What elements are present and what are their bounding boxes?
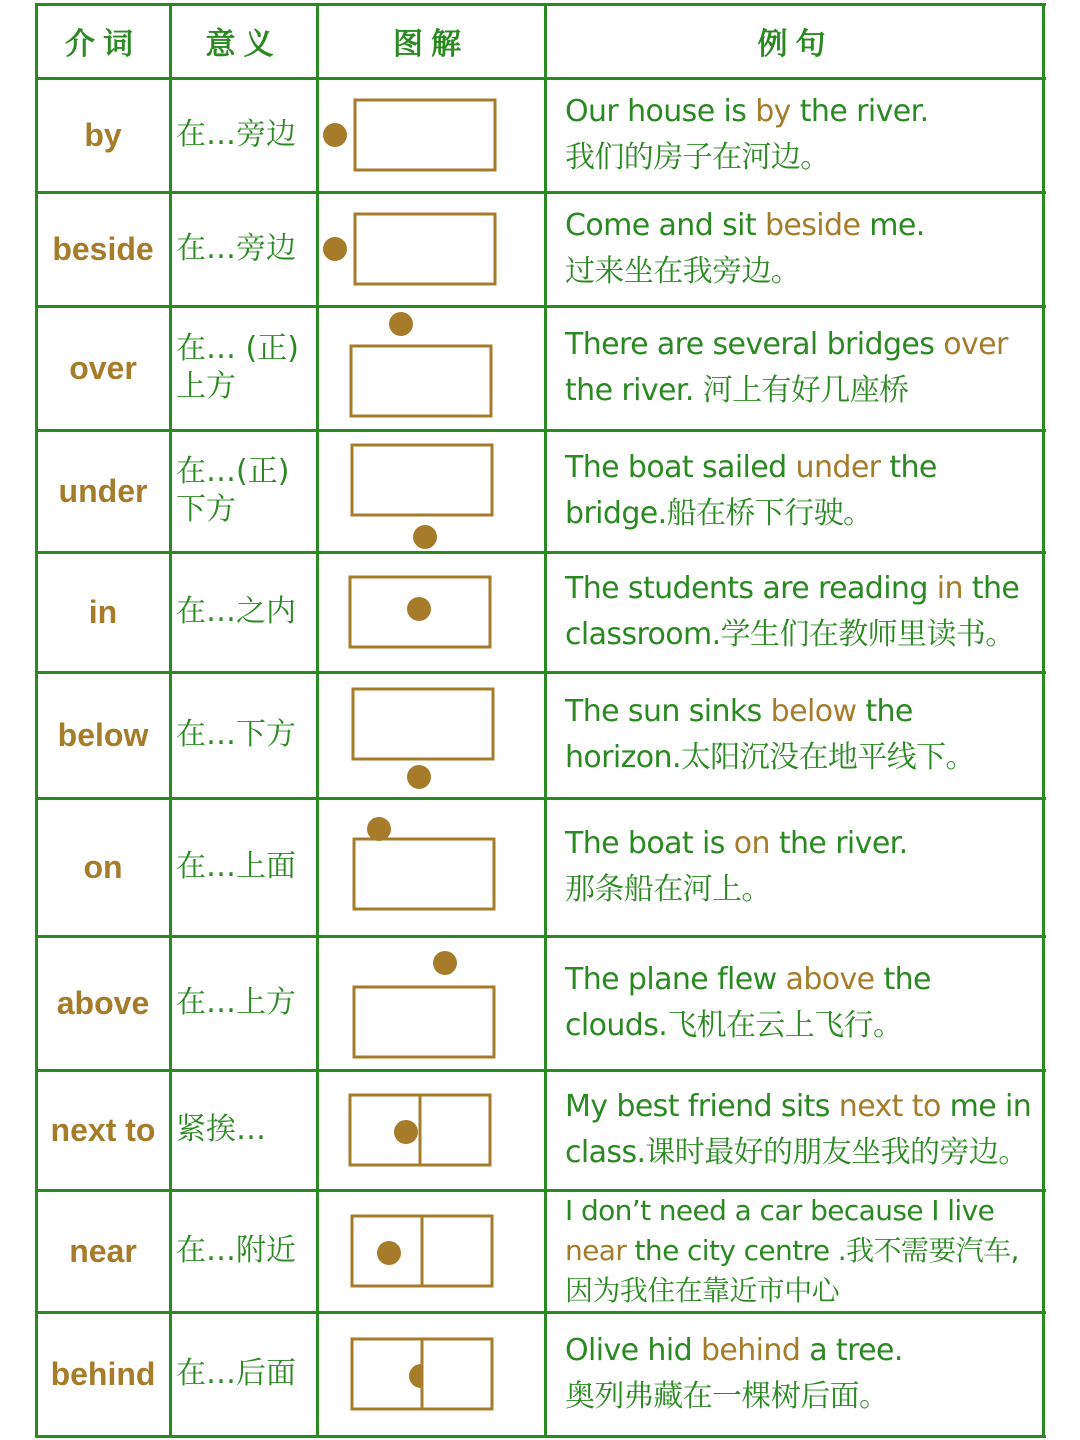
table-row [36, 430, 1046, 552]
preposition-meaning: 在… (正) 上方 [176, 331, 299, 404]
example-sentence [545, 192, 1046, 306]
diagram-dot [367, 817, 391, 841]
header-diagram: 图解 [393, 27, 469, 62]
row-divider [35, 191, 1046, 194]
example-translation: 过来坐在我旁边。 [565, 254, 801, 289]
example-text: me in [940, 1089, 1032, 1124]
example-text: There are several bridges [565, 327, 944, 362]
example-line-1 [565, 1084, 1031, 1130]
table-row [36, 1070, 1046, 1190]
diagram-svg [317, 1190, 545, 1312]
row-divider [35, 671, 1046, 674]
diagram-svg [317, 936, 545, 1070]
table-row [36, 798, 1046, 936]
preposition-word: below [57, 716, 149, 753]
row-divider [35, 1435, 1046, 1438]
header-example: 例句 [757, 27, 834, 62]
example-sentence [545, 78, 1046, 192]
diagram-dot [323, 123, 347, 147]
preposition-word: on [83, 848, 123, 885]
diagram-box [354, 839, 494, 909]
preposition-word: beside [52, 230, 154, 267]
table-row [36, 192, 1046, 306]
row-divider [35, 3, 1046, 6]
position-diagram [317, 1070, 545, 1190]
example-line-1 [565, 203, 925, 249]
example-line-1 [565, 821, 908, 867]
diagram-svg [317, 78, 545, 192]
example-highlight: beside [764, 208, 861, 243]
example-highlight: in [936, 571, 963, 606]
preposition-meaning: 在…下方 [176, 717, 296, 752]
row-divider [35, 1069, 1046, 1072]
example-translation: the river. 河上有好几座桥 [565, 373, 909, 408]
diagram-box [354, 987, 494, 1057]
example-line-1 [565, 445, 937, 491]
preposition-word: under [58, 472, 148, 509]
example-highlight: under [795, 450, 881, 485]
row-divider [35, 429, 1046, 432]
diagram-svg [317, 798, 545, 936]
example-text: the river. [769, 826, 908, 861]
diagram-dot [433, 951, 457, 975]
diagram-svg [317, 192, 545, 306]
position-diagram [317, 936, 545, 1070]
table-row [36, 1312, 1046, 1436]
diagram-dot [377, 1241, 401, 1265]
preposition-word: by [84, 116, 122, 153]
example-line-1 [565, 957, 931, 1003]
column-divider [544, 4, 547, 1438]
example-highlight: below [770, 694, 857, 729]
example-translation: horizon.太阳沉没在地平线下。 [565, 740, 975, 775]
example-text: me. [860, 208, 925, 243]
example-text: The sun sinks [565, 694, 771, 729]
column-divider [1042, 4, 1045, 1438]
row-divider [35, 551, 1046, 554]
row-divider [35, 1311, 1046, 1314]
diagram-box [352, 445, 492, 515]
example-sentence [545, 430, 1046, 552]
diagram-dot [407, 597, 431, 621]
position-diagram [317, 78, 545, 192]
diagram-box [355, 214, 495, 284]
example-highlight: next to [838, 1089, 941, 1124]
example-line-1 [565, 89, 929, 135]
table-row [36, 78, 1046, 192]
preposition-meaning: 在…后面 [176, 1356, 296, 1391]
row-divider [35, 935, 1046, 938]
position-diagram [317, 1312, 545, 1436]
preposition-meaning: 在…之内 [176, 594, 296, 629]
example-text: The boat is [565, 826, 734, 861]
table-row [36, 1190, 1046, 1312]
example-text: the [874, 962, 931, 997]
preposition-meaning: 在…旁边 [176, 117, 296, 152]
table-row [36, 552, 1046, 672]
position-diagram [317, 1190, 545, 1312]
position-diagram [317, 306, 545, 430]
example-sentence [545, 306, 1046, 430]
row-divider [35, 305, 1046, 308]
example-text: The plane flew [565, 962, 786, 997]
example-text: Olive hid [565, 1333, 701, 1368]
diagram-box [353, 689, 493, 759]
example-sentence [545, 1070, 1046, 1190]
example-text: The students are reading [565, 571, 937, 606]
example-translation: classroom.学生们在教师里读书。 [565, 617, 1015, 652]
example-highlight: on [733, 826, 770, 861]
column-divider [316, 4, 319, 1438]
example-text: Our house is [565, 94, 756, 129]
diagram-dot [409, 1364, 421, 1388]
example-translation: 我们的房子在河边。 [565, 140, 830, 175]
preposition-word: near [69, 1232, 137, 1269]
preposition-word: above [56, 984, 150, 1021]
example-line-2 [565, 1231, 1019, 1271]
preposition-meaning: 在…上面 [176, 849, 296, 884]
example-line-1 [565, 689, 913, 735]
table-row [36, 936, 1046, 1070]
example-highlight: above [785, 962, 875, 997]
example-sentence [545, 672, 1046, 798]
position-diagram [317, 430, 545, 552]
diagram-svg [317, 306, 545, 430]
position-diagram [317, 192, 545, 306]
example-line-1 [565, 322, 1008, 368]
diagram-svg [317, 430, 545, 552]
preposition-meaning: 紧挨… [176, 1112, 266, 1147]
example-translation: 那条船在河上。 [565, 872, 771, 907]
example-highlight: near [565, 1234, 627, 1267]
row-divider [35, 77, 1046, 80]
preposition-meaning: 在…(正) 下方 [176, 454, 290, 527]
example-translation: class.课时最好的朋友坐我的旁边。 [565, 1135, 1028, 1170]
diagram-box [351, 346, 491, 416]
diagram-dot [389, 312, 413, 336]
position-diagram [317, 552, 545, 672]
header-meaning: 意义 [205, 27, 282, 62]
row-divider [35, 1189, 1046, 1192]
diagram-dot [407, 765, 431, 789]
preposition-word: next to [50, 1111, 156, 1148]
example-sentence [545, 552, 1046, 672]
example-translation: 奥列弗藏在一棵树后面。 [565, 1379, 889, 1414]
row-divider [35, 797, 1046, 800]
example-line-1 [565, 1328, 903, 1374]
table-row [36, 306, 1046, 430]
example-translation: 因为我住在靠近市中心 [565, 1274, 840, 1307]
diagram-svg [317, 672, 545, 798]
example-text: a tree. [800, 1333, 903, 1368]
example-text: My best friend sits [565, 1089, 839, 1124]
example-highlight: behind [700, 1333, 801, 1368]
example-text: the [856, 694, 913, 729]
preposition-word: behind [50, 1355, 156, 1392]
preposition-word: over [69, 349, 137, 386]
position-diagram [317, 672, 545, 798]
example-translation: bridge.船在桥下行驶。 [565, 496, 873, 531]
example-line-1: I don’t need a car because I live [565, 1194, 995, 1227]
example-translation: clouds.飞机在云上飞行。 [565, 1008, 903, 1043]
example-text: Come and sit [565, 208, 765, 243]
diagram-box [355, 100, 495, 170]
table-header [36, 4, 1046, 78]
example-sentence [545, 1312, 1046, 1436]
example-line-1 [565, 566, 1019, 612]
preposition-word: in [88, 593, 118, 630]
example-sentence [545, 1190, 1046, 1312]
preposition-meaning: 在…上方 [176, 985, 296, 1020]
diagram-dot [323, 237, 347, 261]
position-diagram [317, 798, 545, 936]
example-text: the river. [790, 94, 929, 129]
column-divider [35, 4, 38, 1438]
example-text: The boat sailed [565, 450, 796, 485]
example-text: the [880, 450, 937, 485]
example-highlight: over [943, 327, 1008, 362]
diagram-dot [394, 1120, 418, 1144]
diagram-svg [317, 1070, 545, 1190]
preposition-meaning: 在…附近 [176, 1233, 296, 1268]
header-preposition: 介词 [65, 27, 141, 62]
example-text: the city centre .我不需要汽车, [626, 1234, 1019, 1267]
example-text: the [962, 571, 1020, 606]
table-row [36, 672, 1046, 798]
example-highlight: by [755, 94, 791, 129]
diagram-dot [413, 525, 437, 549]
example-sentence [545, 936, 1046, 1070]
example-sentence [545, 798, 1046, 936]
diagram-svg [317, 1312, 545, 1436]
diagram-svg [317, 552, 545, 672]
preposition-meaning: 在…旁边 [176, 231, 296, 266]
column-divider [169, 4, 172, 1438]
